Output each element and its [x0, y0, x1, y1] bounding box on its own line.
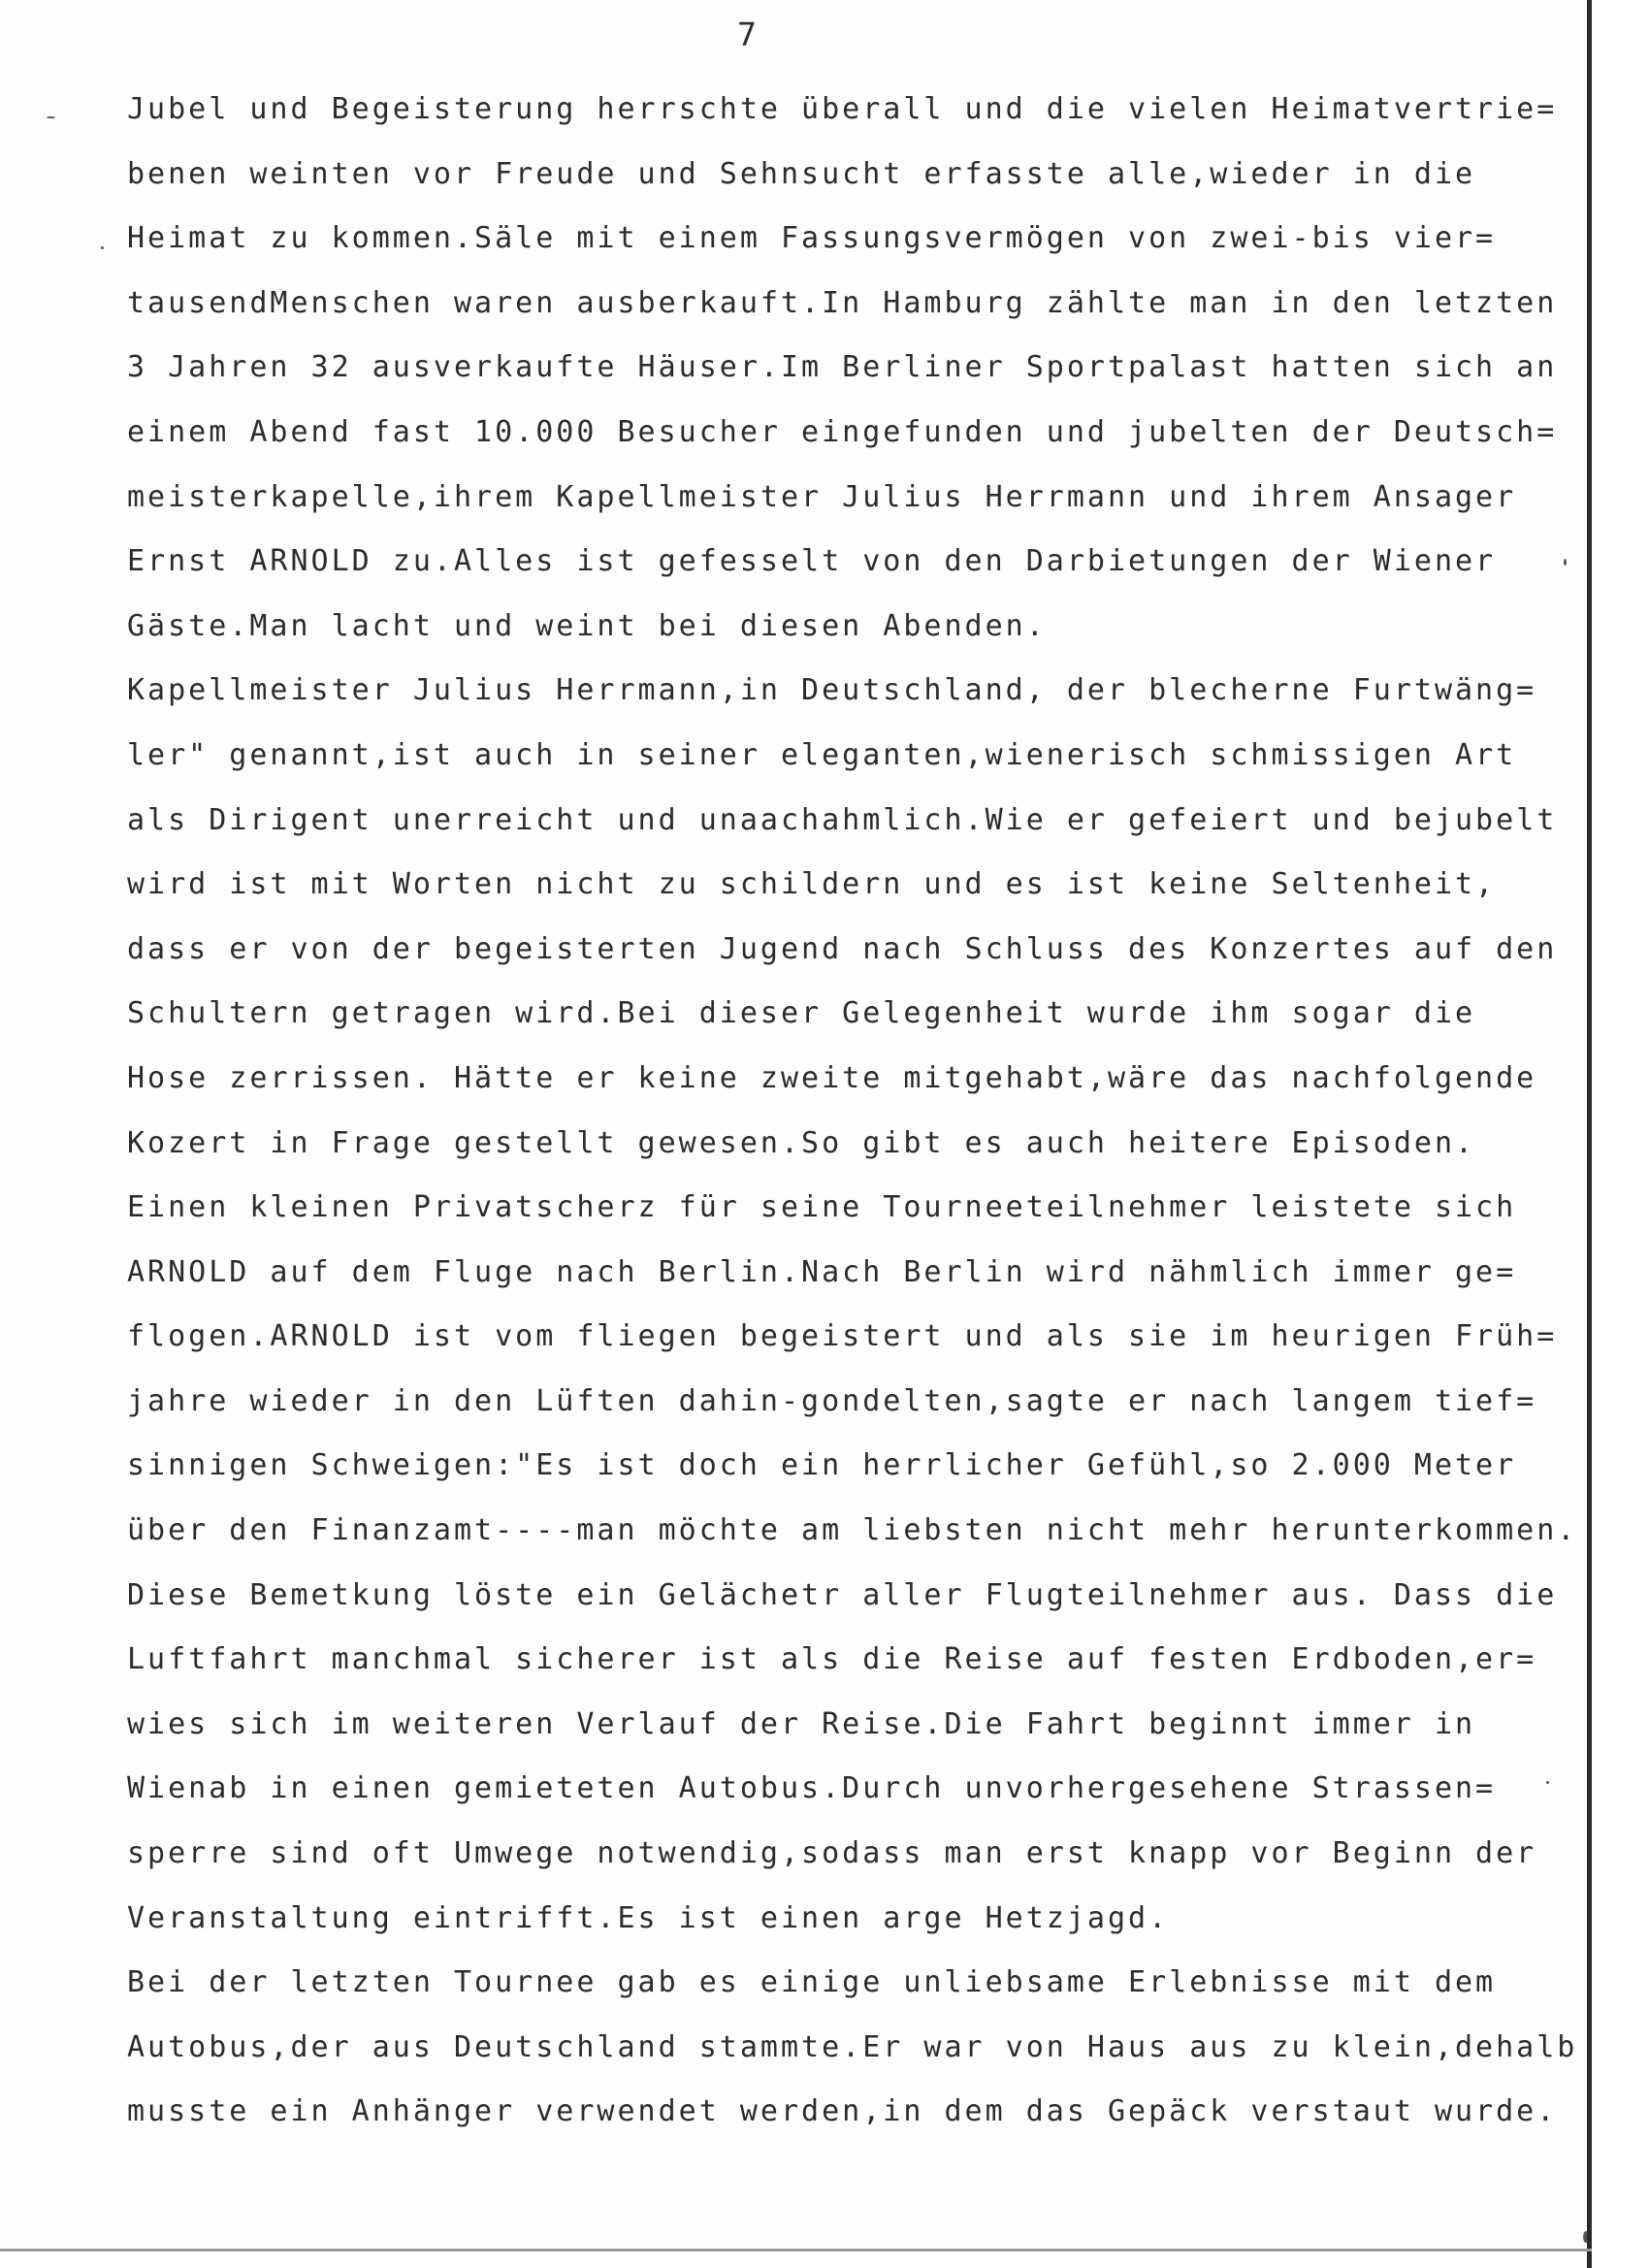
text-line: ARNOLD auf dem Fluge nach Berlin.Nach Berlin wird nähmlich immer ge= — [127, 1254, 1517, 1289]
text-line: Wienab in einen gemieteten Autobus.Durch unvorhergesehene Strassen= — [127, 1771, 1497, 1806]
text-line: Luftfahrt manchmal sicherer ist als die Reise auf festen Erdboden,er= — [127, 1642, 1537, 1677]
text-line: einem Abend fast 10.000 Besucher eingefunden und jubelten der Deutsch= — [127, 414, 1558, 449]
text-line: Jubel und Begeisterung herrschte überall und die vielen Heimatvertrie= — [127, 92, 1558, 126]
text-line: tausendMenschen waren ausberkauft.In Hamburg zählte man in den letzten — [127, 285, 1558, 320]
text-line: über den Finanzamt----man möchte am liebsten nicht mehr herunterkommen. — [127, 1513, 1578, 1548]
text-line: 3 Jahren 32 ausverkaufte Häuser.Im Berliner Sportpalast hatten sich an — [127, 350, 1558, 385]
text-line: als Dirigent unerreicht und unaachahmlich.Wie er gefeiert und bejubelt — [127, 802, 1558, 837]
text-line: Hose zerrissen. Hätte er keine zweite mitgehabt,wäre das nachfolgende — [127, 1060, 1537, 1095]
text-line: Einen kleinen Privatscherz für seine Tourneeteilnehmer leistete sich — [127, 1190, 1517, 1225]
margin-speck — [47, 116, 55, 118]
text-line: Gäste.Man lacht und weint bei diesen Abenden. — [127, 608, 1047, 643]
text-line: meisterkapelle,ihrem Kapellmeister Julius Herrmann und ihrem Ansager — [127, 479, 1517, 514]
text-line: dass er von der begeisterten Jugend nach Schluss des Konzertes auf den — [127, 931, 1558, 966]
text-line: sperre sind oft Umwege notwendig,sodass man erst knapp vor Beginn der — [127, 1836, 1537, 1871]
paper-edge-bottom — [0, 2249, 1592, 2252]
text-line: Schultern getragen wird.Bei dieser Gelegenheit wurde ihm sogar die — [127, 996, 1476, 1031]
text-line: Kozert in Frage gestellt gewesen.So gibt es auch heitere Episoden. — [127, 1125, 1476, 1160]
paper-edge-right — [1587, 0, 1592, 2268]
text-line: jahre wieder in den Lüften dahin-gondelten,sagte er nach langem tief= — [127, 1383, 1537, 1418]
margin-speck — [1564, 559, 1567, 566]
margin-speck — [101, 246, 104, 249]
typewritten-text — [127, 78, 1578, 2145]
text-line: wies sich im weiteren Verlauf der Reise.Die Fahrt beginnt immer in — [127, 1706, 1476, 1741]
text-line: Veranstaltung eintrifft.Es ist einen arge Hetzjagd. — [127, 1900, 1170, 1935]
page-number: 7 — [737, 16, 757, 53]
text-line: ler" genannt,ist auch in seiner eleganten,wienerisch schmissigen Art — [127, 737, 1517, 772]
text-line: Heimat zu kommen.Säle mit einem Fassungsvermögen von zwei-bis vier= — [127, 221, 1497, 256]
text-line: Diese Bemetkung löste ein Gelächetr aller Flugteilnehmer aus. Dass die — [127, 1577, 1558, 1612]
text-line: wird ist mit Worten nicht zu schildern und es ist keine Seltenheit, — [127, 867, 1497, 902]
text-line: Autobus,der aus Deutschland stammte.Er war von Haus aus zu klein,dehalb — [127, 2029, 1578, 2064]
text-line: benen weinten vor Freude und Sehnsucht erfasste alle,wieder in die — [127, 156, 1476, 191]
text-line: flogen.ARNOLD ist vom fliegen begeistert und als sie im heurigen Früh= — [127, 1319, 1558, 1354]
text-line: Bei der letzten Tournee gab es einige unliebsame Erlebnisse mit dem — [127, 1965, 1497, 2000]
text-line: musste ein Anhänger verwendet werden,in dem das Gepäck verstaut wurde. — [127, 2094, 1558, 2129]
text-line: sinnigen Schweigen:"Es ist doch ein herrlicher Gefühl,so 2.000 Meter — [127, 1448, 1517, 1483]
margin-speck — [1546, 1781, 1549, 1784]
text-line: Ernst ARNOLD zu.Alles ist gefesselt von den Darbietungen der Wiener — [127, 544, 1497, 579]
text-line: Kapellmeister Julius Herrmann,in Deutschland, der blecherne Furtwäng= — [127, 673, 1537, 708]
